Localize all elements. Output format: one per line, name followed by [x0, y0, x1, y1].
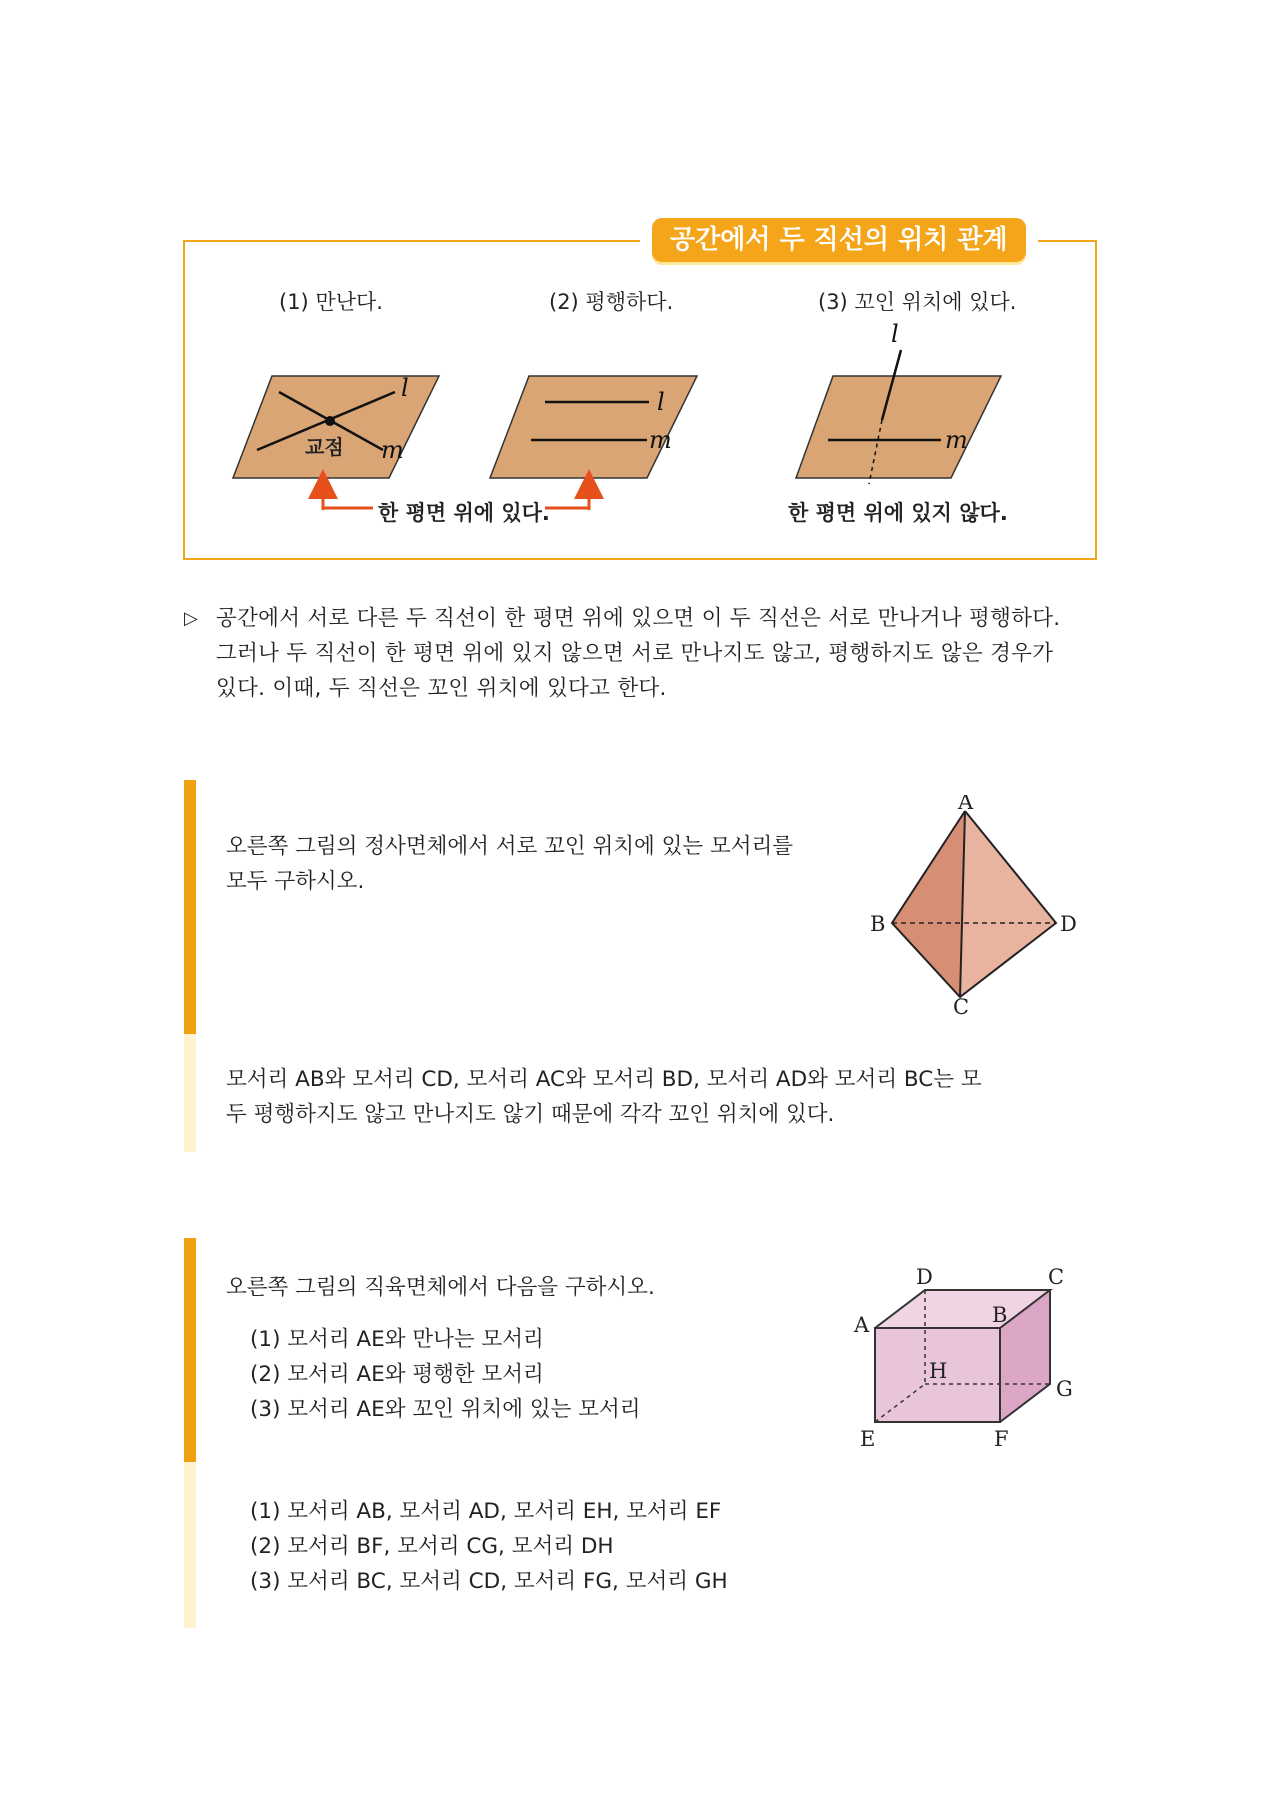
- case-label-parallel: (2) 평행하다.: [549, 290, 674, 314]
- plane-3: [796, 376, 1001, 478]
- cuboid-figure: [850, 1266, 1080, 1452]
- example2-item-1: (1) 모서리 AE와 만나는 모서리: [250, 1327, 544, 1352]
- label-l-3: l: [891, 320, 899, 348]
- intersection-point: [325, 416, 335, 426]
- case-label-meet: (1) 만난다.: [279, 290, 383, 314]
- example1-answer-bar: [184, 1034, 196, 1152]
- bracket-right: [545, 490, 589, 508]
- example2-item-2: (2) 모서리 AE와 평행한 모서리: [250, 1362, 544, 1387]
- example2-question: 오른쪽 그림의 직육면체에서 다음을 구하시오.: [226, 1275, 655, 1300]
- vertex-h2: H: [929, 1359, 948, 1383]
- example1-answer-line-1: 모서리 AB와 모서리 CD, 모서리 AC와 모서리 BD, 모서리 AD와 모서리 BC는 모: [226, 1067, 982, 1092]
- vertex-d2: D: [916, 1266, 933, 1289]
- example2-item-3: (3) 모서리 AE와 꼬인 위치에 있는 모서리: [250, 1397, 641, 1422]
- example2-answer-2: (2) 모서리 BF, 모서리 CG, 모서리 DH: [250, 1534, 614, 1559]
- explanation-line-3: 있다. 이때, 두 직선은 꼬인 위치에 있다고 한다.: [216, 676, 667, 701]
- label-m-2: m: [649, 426, 672, 454]
- bracket-left: [323, 490, 373, 508]
- bullet-icon: ▷: [184, 608, 199, 629]
- tetrahedron-figure: [860, 795, 1080, 1015]
- case-label-skew: (3) 꼬인 위치에 있다.: [818, 290, 1017, 314]
- intersection-label: 교점: [305, 435, 344, 459]
- explanation-line-2: 그러나 두 직선이 한 평면 위에 있지 않으면 서로 만나지도 않고, 평행하지도 않은 경우가: [216, 641, 1054, 666]
- label-m-3: m: [945, 426, 968, 454]
- example2-answer-bar: [184, 1462, 196, 1628]
- plane-parallel: [490, 376, 697, 478]
- vertex-f2: F: [994, 1427, 1009, 1451]
- vertex-b: B: [870, 912, 886, 936]
- vertex-b2: B: [992, 1303, 1008, 1327]
- not-same-plane-caption: 한 평면 위에 있지 않다.: [788, 501, 1008, 525]
- plane-skew: [796, 320, 1001, 484]
- plane-intersecting: [233, 374, 439, 478]
- example2-answer-3: (3) 모서리 BC, 모서리 CD, 모서리 FG, 모서리 GH: [250, 1569, 728, 1594]
- label-l-1: l: [401, 374, 409, 402]
- example1-question-bar: [184, 780, 196, 1034]
- vertex-d: D: [1060, 912, 1077, 936]
- vertex-c2: C: [1048, 1266, 1065, 1289]
- example2-answer-1: (1) 모서리 AB, 모서리 AD, 모서리 EH, 모서리 EF: [250, 1499, 722, 1524]
- label-l-2: l: [657, 388, 665, 416]
- vertex-g2: G: [1056, 1377, 1073, 1401]
- example1-question-line-2: 모두 구하시오.: [226, 869, 365, 894]
- face-abc: [892, 811, 965, 997]
- vertex-e2: E: [860, 1427, 876, 1451]
- example2-question-bar: [184, 1238, 196, 1462]
- example1-answer-line-2: 두 평행하지도 않고 만나지도 않기 때문에 각각 꼬인 위치에 있다.: [226, 1102, 835, 1127]
- explanation-line-1: 공간에서 서로 다른 두 직선이 한 평면 위에 있으면 이 두 직선은 서로 만나거나 평행하다.: [216, 606, 1061, 631]
- label-m-1: m: [381, 436, 404, 464]
- example1-question-line-1: 오른쪽 그림의 정사면체에서 서로 꼬인 위치에 있는 모서리를: [226, 834, 794, 859]
- vertex-c: C: [953, 995, 970, 1015]
- vertex-a: A: [958, 795, 974, 814]
- vertex-a2: A: [854, 1313, 870, 1337]
- relation-title: 공간에서 두 직선의 위치 관계: [652, 218, 1026, 262]
- same-plane-caption: 한 평면 위에 있다.: [378, 501, 550, 525]
